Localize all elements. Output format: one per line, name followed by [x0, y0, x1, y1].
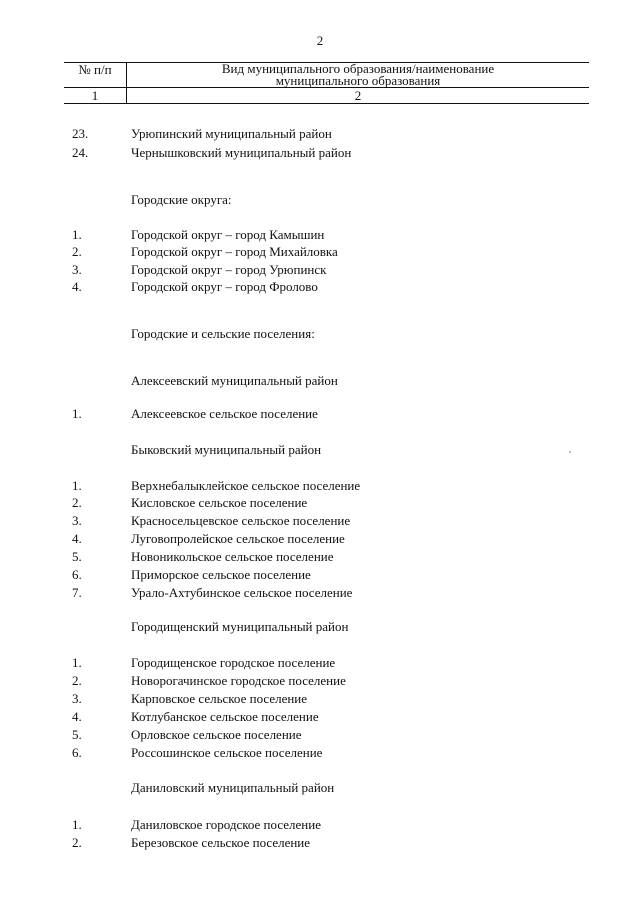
item-number: 3. — [72, 262, 82, 277]
item-text: Березовское сельское поселение — [131, 835, 311, 850]
item-number: 1. — [72, 655, 82, 670]
item-number: 4. — [72, 709, 82, 724]
item-number: 6. — [72, 567, 82, 582]
list-item — [0, 655, 640, 671]
list-item — [0, 279, 640, 295]
list-item — [0, 727, 640, 743]
section-heading-settlements — [0, 326, 640, 342]
item-text: Верхнебалыклейское сельское поселение — [131, 478, 361, 493]
item-number: 1. — [72, 227, 82, 242]
item-text: Алексеевское сельское поселение — [131, 406, 318, 421]
item-number: 5. — [72, 549, 82, 564]
list-item — [0, 691, 640, 707]
item-number: 1. — [72, 817, 82, 832]
list-item — [0, 406, 640, 422]
header-col-name: Вид муниципального образования/наименование муниципального образования — [127, 63, 590, 88]
district-heading — [0, 619, 640, 635]
item-text: Котлубанское сельское поселение — [131, 709, 319, 724]
list-item — [0, 567, 640, 583]
section-heading-text: Городские округа: — [131, 192, 232, 207]
district-name: Городищенский муниципальный район — [131, 619, 349, 634]
item-text: Городской округ – город Камышин — [131, 227, 325, 242]
item-text: Карповское сельское поселение — [131, 691, 308, 706]
item-text: Урюпинский муниципальный район — [131, 126, 332, 141]
section-heading-text: Городские и сельские поселения: — [131, 326, 315, 341]
item-text: Приморское сельское поселение — [131, 567, 311, 582]
district-name: Даниловский муниципальный район — [131, 780, 335, 795]
list-item — [0, 745, 640, 761]
list-item — [0, 145, 640, 161]
list-item — [0, 549, 640, 565]
district-heading — [0, 780, 640, 796]
list-item — [0, 817, 640, 833]
item-text: Городищенское городское поселение — [131, 655, 336, 670]
list-item — [0, 673, 640, 689]
list-item — [0, 513, 640, 529]
item-number: 24. — [72, 145, 89, 160]
header-col-number-index: 1 — [64, 88, 127, 104]
item-number: 23. — [72, 126, 89, 141]
item-text: Новоникольское сельское поселение — [131, 549, 334, 564]
list-item — [0, 227, 640, 243]
item-text: Городской округ – город Михайловка — [131, 244, 338, 259]
item-text: Россошинское сельское поселение — [131, 745, 323, 760]
item-number: 2. — [72, 244, 82, 259]
item-number: 6. — [72, 745, 82, 760]
item-text: Кисловское сельское поселение — [131, 495, 308, 510]
district-heading — [0, 442, 640, 458]
district-name: Быковский муниципальный район — [131, 442, 322, 457]
item-text: Городской округ – город Фролово — [131, 279, 318, 294]
section-heading-city-districts — [0, 192, 640, 208]
list-item — [0, 126, 640, 142]
item-number: 2. — [72, 835, 82, 850]
item-number: 2. — [72, 495, 82, 510]
item-text: Чернышковский муниципальный район — [131, 145, 352, 160]
header-col-number: № п/п — [64, 63, 127, 88]
item-number: 4. — [72, 531, 82, 546]
list-item — [0, 244, 640, 260]
item-text: Даниловское городское поселение — [131, 817, 321, 832]
list-item — [0, 835, 640, 851]
item-number: 1. — [72, 478, 82, 493]
list-item — [0, 585, 640, 601]
item-number: 7. — [72, 585, 82, 600]
item-number: 5. — [72, 727, 82, 742]
district-name: Алексеевский муниципальный район — [131, 373, 338, 388]
scan-speck — [569, 451, 571, 453]
item-text: Новорогачинское городское поселение — [131, 673, 346, 688]
item-text: Луговопролейское сельское поселение — [131, 531, 345, 546]
item-text: Урало-Ахтубинское сельское поселение — [131, 585, 353, 600]
list-item — [0, 709, 640, 725]
list-item — [0, 478, 640, 494]
item-text: Городской округ – город Урюпинск — [131, 262, 327, 277]
item-number: 1. — [72, 406, 82, 421]
district-heading — [0, 373, 640, 389]
item-text: Красносельцевское сельское поселение — [131, 513, 351, 528]
header-col-name-index: 2 — [127, 88, 590, 104]
list-item — [0, 262, 640, 278]
item-text: Орловское сельское поселение — [131, 727, 302, 742]
item-number: 3. — [72, 691, 82, 706]
list-item — [0, 531, 640, 547]
item-number: 3. — [72, 513, 82, 528]
header-table — [64, 62, 589, 104]
page-number: 2 — [316, 33, 324, 48]
item-number: 2. — [72, 673, 82, 688]
item-number: 4. — [72, 279, 82, 294]
list-item — [0, 495, 640, 511]
